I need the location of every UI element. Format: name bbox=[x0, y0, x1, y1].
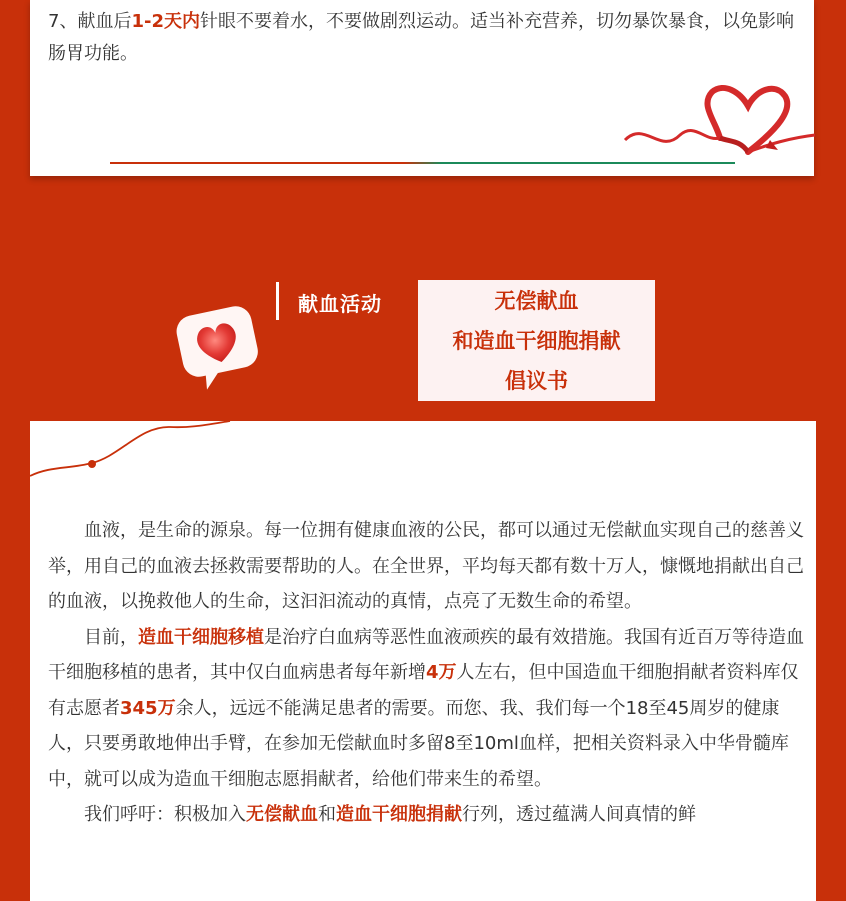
title-line-3: 倡议书 bbox=[505, 369, 568, 393]
paragraph-2 bbox=[48, 620, 806, 798]
p2-text-g: 余人，远远不能满足患者的需要。而您、我、我们每一个18至45周岁的健康人，只要勇敢地伸出手臂，在参加无偿献血时多留8至10ml血样，把相关资料录入中华骨髓库中，就可以成为造血干细胞志愿捐献者，给他们带来生的希望。 bbox=[48, 697, 789, 790]
title-line-2: 和造血干细胞捐献 bbox=[452, 329, 621, 353]
wave-line-icon bbox=[30, 421, 290, 491]
title-line-1: 无偿献血 bbox=[494, 289, 579, 313]
p2-highlight-40k: 4万 bbox=[426, 662, 457, 683]
p2-highlight-3450k: 345万 bbox=[120, 697, 176, 719]
heart-ribbon-icon bbox=[620, 80, 820, 170]
p3-text-e: 行列，透过蕴满人间真情的鲜 bbox=[462, 804, 696, 825]
tip-highlight: 1-2天内 bbox=[131, 11, 200, 32]
paragraph-3 bbox=[48, 797, 806, 833]
tip-suffix: 针眼不要着水，不要做剧烈运动。适当补充营养，切勿暴饮暴食，以免影响肠胃功能。 bbox=[48, 11, 794, 64]
paragraph-1: 血液，是生命的源泉。每一位拥有健康血液的公民，都可以通过无偿献血实现自己的慈善义举，用自己的血液去拯救需要帮助的人。在全世界，平均每天都有数十万人，慷慨地捐献出自己的血液，以挽救他人的生命，这汩汩流动的真情，点亮了无数生命的希望。 bbox=[48, 520, 804, 612]
tip-7-text bbox=[48, 6, 808, 70]
p2-text-e: 人左右，但中国造血干细胞捐献者资料库仅有志愿者 bbox=[48, 662, 799, 719]
heart-chat-bubble-icon bbox=[170, 300, 270, 390]
p3-text-c: 和 bbox=[318, 804, 336, 825]
article-card bbox=[30, 421, 816, 901]
p2-text-c: 是治疗白血病等恶性血液顽疾的最有效措施。我国有近百万等待造血干细胞移植的患者，其中仅白血病患者每年新增 bbox=[48, 626, 804, 683]
p2-highlight-transplant: 造血干细胞移植 bbox=[138, 626, 264, 648]
proposal-title bbox=[418, 280, 655, 401]
p2-text-a: 目前， bbox=[84, 626, 138, 648]
p3-highlight-stem-cell: 造血干细胞捐献 bbox=[336, 804, 462, 825]
title-separator-bar bbox=[276, 282, 279, 320]
article-body bbox=[48, 513, 806, 833]
p3-text-a: 我们呼吁：积极加入 bbox=[84, 804, 246, 825]
p3-highlight-blood-donation: 无偿献血 bbox=[246, 804, 318, 825]
tips-card bbox=[30, 0, 814, 176]
section-divider bbox=[110, 162, 735, 164]
tip-prefix: 7、献血后 bbox=[48, 11, 132, 32]
section-label: 献血活动 bbox=[298, 292, 382, 316]
